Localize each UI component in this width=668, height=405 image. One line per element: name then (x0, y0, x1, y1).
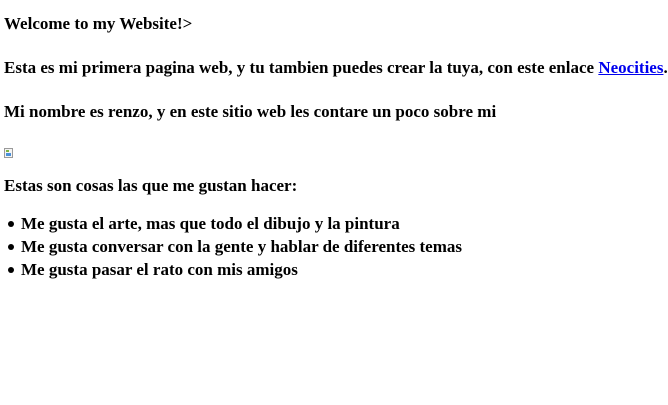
about-paragraph: Mi nombre es renzo, y en este sitio web les contare un poco sobre mi (4, 102, 497, 121)
page-content (4, 12, 668, 281)
intro-paragraph (4, 56, 668, 80)
neocities-link[interactable]: Neocities (598, 58, 664, 77)
list-item (4, 212, 536, 235)
likes-heading: Estas son cosas las que me gustan hacer: (4, 176, 298, 195)
list-item-label: Me gusta el arte, mas que todo el dibujo y la pintura (21, 214, 400, 233)
list-item (4, 258, 536, 281)
likes-list (4, 212, 536, 281)
bullet-icon (8, 221, 14, 227)
bullet-icon (8, 244, 14, 250)
list-item-label: Me gusta conversar con la gente y hablar de diferentes temas (21, 237, 462, 256)
page-title: Welcome to my Website!> (4, 14, 193, 33)
bullet-icon (8, 267, 14, 273)
list-item-label: Me gusta pasar el rato con mis amigos (21, 260, 298, 279)
broken-image-icon (4, 148, 14, 158)
intro-period: . (663, 58, 668, 77)
list-item (4, 235, 536, 258)
intro-text: Esta es mi primera pagina web, y tu tambien puedes crear la tuya, con este enlace (4, 58, 599, 77)
